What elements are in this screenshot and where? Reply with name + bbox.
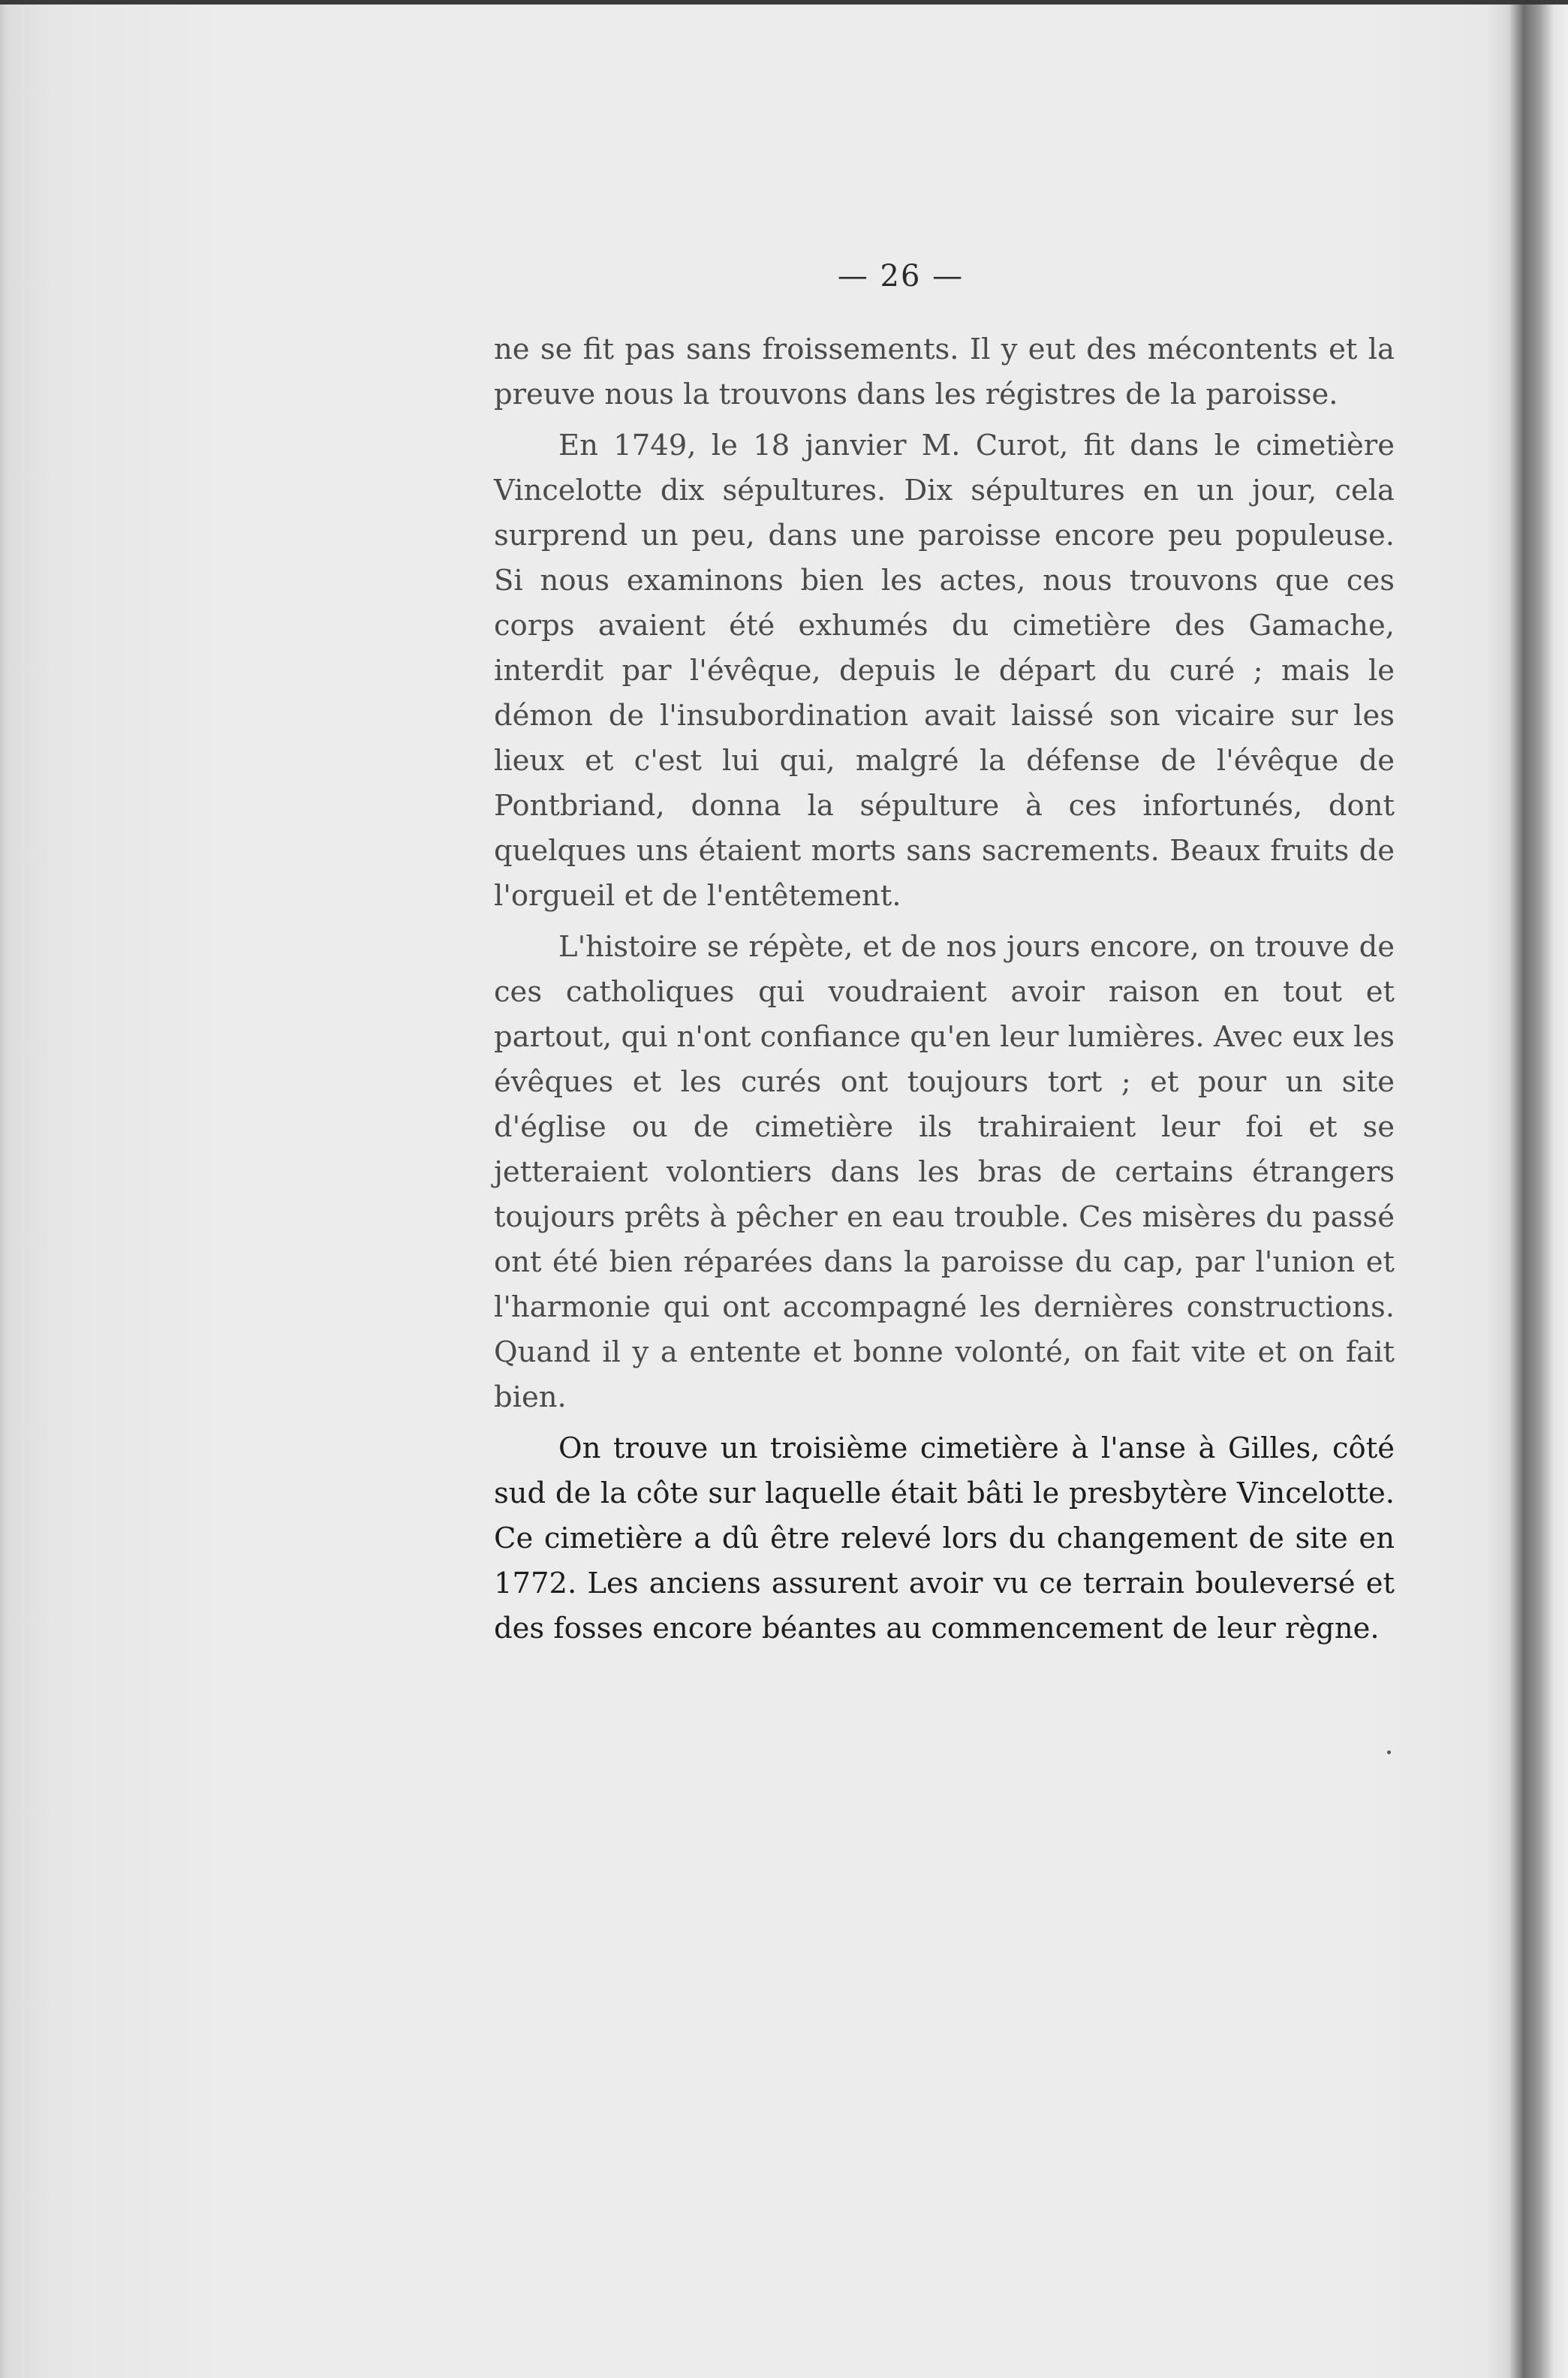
paragraph-3: L'histoire se répète, et de nos jours encore, on trouve de ces catholiques qui voudraient avoir raison en tout et partout, qui n'ont confiance qu'en leur lumières. Avec eux les évêques et les curés ont toujours tort ; et pour un site d'église ou de cimetière ils trahiraient leur foi et se jetteraient volontiers dans les bras de certains étrangers toujours prêts à pêcher en eau trouble. Ces misères du passé ont été bien réparées dans la paroisse du cap, par l'union et l'harmonie qui ont accompagné les dernières constructions. Quand il y a entente et bonne volonté, on fait vite et on fait bien. (494, 930, 1395, 1414)
scan-top-edge (0, 0, 1568, 5)
ink-speck (1387, 1750, 1391, 1754)
page-number: — 26 — (837, 259, 965, 293)
paragraph-4: On trouve un troisième cimetière à l'anse à Gilles, côté sud de la côte sur laquelle était bâti le presbytère Vincelotte. Ce cimetière a dû être relevé lors du changement de site en 1772. Les anciens assurent avoir vu ce terrain bouleversé et des fosses encore béantes au commencement de leur règne. (494, 1431, 1395, 1645)
body-text (494, 327, 1395, 1651)
paragraph-1: ne se fit pas sans froissements. Il y eut des mécontents et la preuve nous la trouvons dans les régistres de la paroisse. (494, 333, 1395, 411)
paragraph-2: En 1749, le 18 janvier M. Curot, fit dans le cimetière Vincelotte dix sépultures. Dix sépultures en un jour, cela surprend un peu, dans une paroisse encore peu populeuse. Si nous examinons bien les actes, nous trouvons que ces corps avaient été exhumés du cimetière des Gamache, interdit par l'évêque, depuis le départ du curé ; mais le démon de l'insubordination avait laissé son vicaire sur les lieux et c'est lui qui, malgré la défense de l'évêque de Pontbriand, donna la sépulture à ces infortunés, dont quelques uns étaient morts sans sacrements. Beaux fruits de l'orgueil et de l'entêtement. (494, 429, 1395, 913)
